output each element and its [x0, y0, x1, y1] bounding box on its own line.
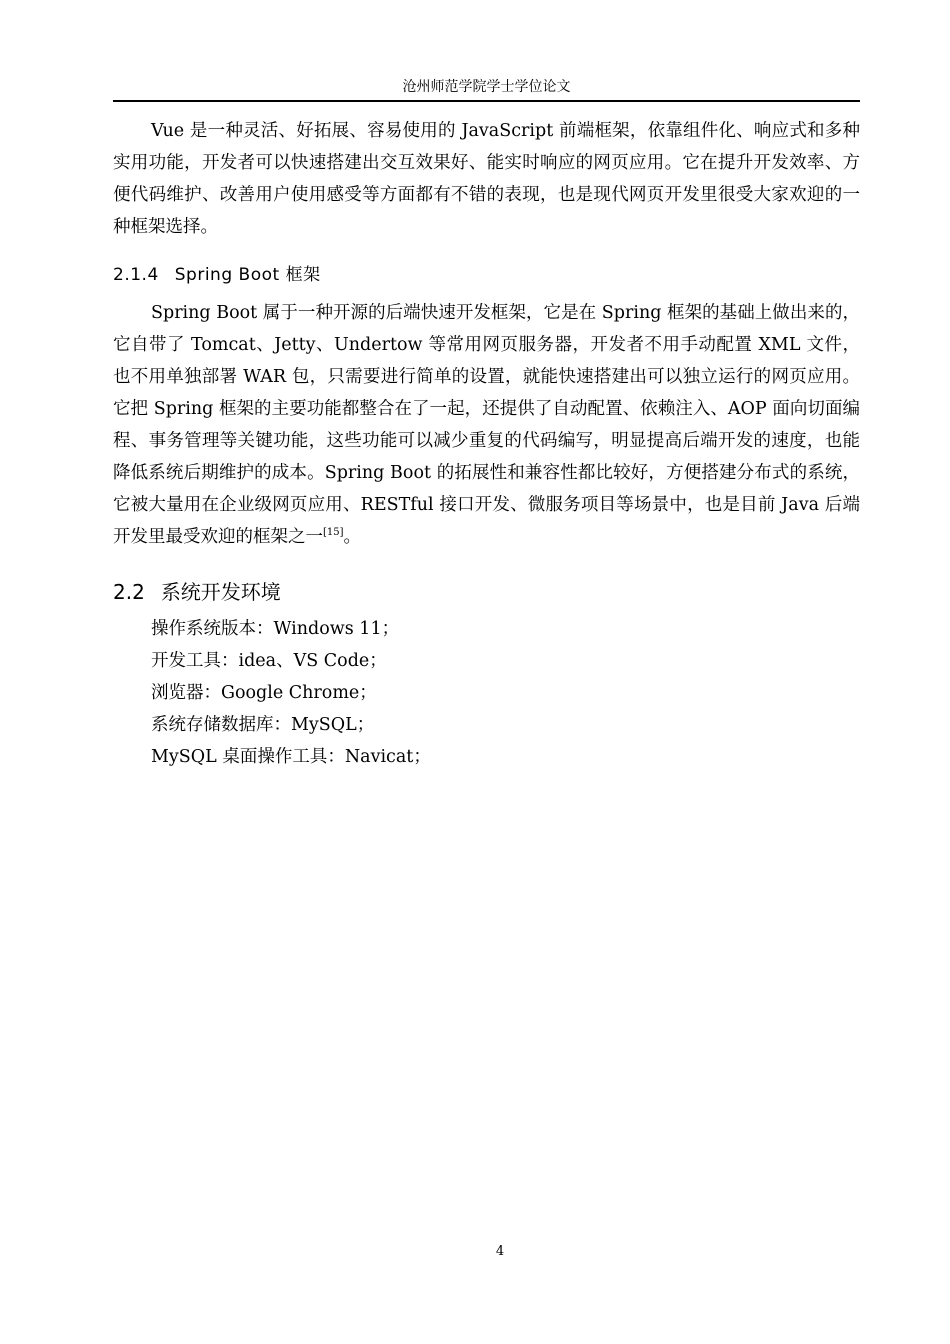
page-number: 4 — [495, 1244, 505, 1259]
section-heading-2-1-4 — [113, 261, 860, 289]
environment-list — [113, 613, 860, 773]
list-item: 系统存储数据库：MySQL； — [151, 715, 375, 735]
section-number: 2.1.4 — [113, 265, 159, 285]
section-heading-2-2 — [113, 577, 860, 607]
list-item: 操作系统版本：Windows 11； — [151, 619, 400, 639]
running-header: 沧州师范学院学士学位论文 — [402, 79, 571, 95]
list-item: 开发工具：idea、VS Code； — [151, 651, 387, 671]
paragraph-springboot-text: Spring Boot 属于一种开源的后端快速开发框架，它是在 Spring 框架的基础上做出来的，它自带了 Tomcat、Jetty、Undertow 等常用网页服务器，开发者不用手动配置 XML 文件，也不用单独部署 WAR 包，只需要进行简单的设置，就能快速搭建出可以独立运行的网页应用。它把 Spring 框架的主要功能都整合在了一起，还提供了自动配置、依赖注入、AOP 面向切面编程、事务管理等关键功能，这些功能可以减少重复的代码编写，明显提高后端开发的速度，也能降低系统后期维护的成本。Spring Boot 的拓展性和兼容性都比较好，方便搭建分布式的系统，它被大量用在企业级网页应用、RESTful 接口开发、微服务项目等场景中，也是目前 Java 后端开发里最受欢迎的框架之一 — [113, 303, 860, 547]
paragraph-end-mark: 。 — [343, 527, 362, 547]
list-item: MySQL 桌面操作工具：Navicat； — [151, 747, 431, 767]
paragraph-vue: Vue 是一种灵活、好拓展、容易使用的 JavaScript 前端框架，依靠组件化、响应式和多种实用功能，开发者可以快速搭建出交互效果好、能实时响应的网页应用。它在提升开发效率、方便代码维护、改善用户使用感受等方面都有不错的表现，也是现代网页开发里很受大家欢迎的一种框架选择。 — [113, 121, 860, 237]
section-title: 系统开发环境 — [160, 580, 281, 604]
section-title: Spring Boot 框架 — [174, 265, 321, 285]
header-rule — [113, 100, 860, 102]
citation-reference: [15] — [323, 527, 344, 539]
page-body — [113, 115, 860, 773]
paragraph-springboot — [113, 297, 860, 553]
section-number: 2.2 — [113, 580, 145, 604]
list-item: 浏览器：Google Chrome； — [151, 683, 377, 703]
